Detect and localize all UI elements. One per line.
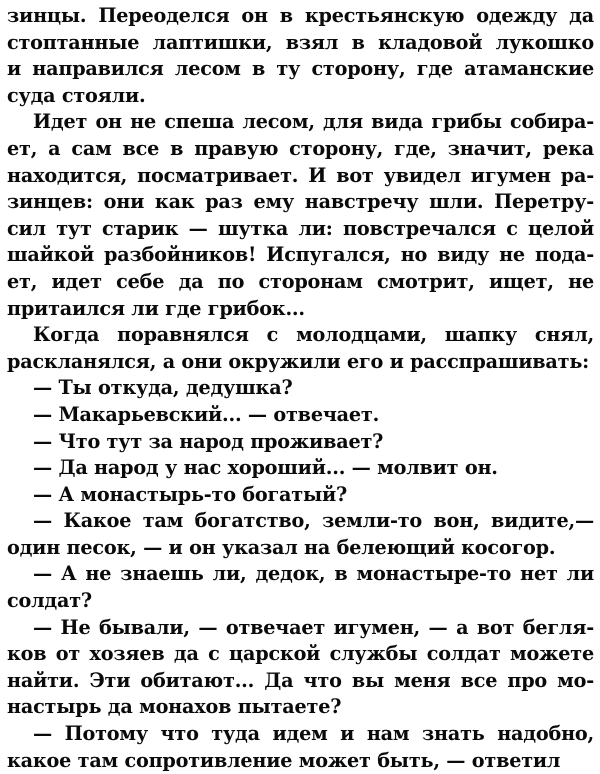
- text-line: и направился лесом в ту сторону, где атаманские: [7, 57, 594, 81]
- paragraph: [7, 561, 594, 614]
- text-line: находится, посматривает. И вот увидел игумен ра-: [7, 163, 594, 187]
- text-line: — Что тут за народ проживает?: [33, 429, 384, 453]
- text-line: ет, идет себе да по сторонам смотрит, ищет, не: [7, 269, 594, 293]
- text-line: раскланялся, а они окружили его и расспрашивать:: [7, 349, 590, 373]
- text-line: — А монастырь-то богатый?: [33, 482, 348, 506]
- paragraph: [7, 322, 594, 375]
- text-line: стоптанные лаптишки, взял в кладовой лукошко: [7, 30, 594, 54]
- text-line: найти. Эти обитают... Да что вы меня все про мо-: [7, 668, 594, 692]
- paragraph: [7, 721, 594, 774]
- text-line: — Да народ у нас хороший... — молвит он.: [33, 456, 498, 480]
- text-line: солдат?: [7, 589, 92, 613]
- text-line: — А не знаешь ли, дедок, в монастыре-то нет ли: [33, 562, 594, 586]
- text-line: притаился ли где грибок...: [7, 296, 305, 320]
- text-line: сил тут старик — шутка ли: повстречался с целой: [7, 216, 594, 240]
- paragraph: [7, 375, 594, 402]
- paragraph: [7, 615, 594, 721]
- text-line: — Макарьевский... — отвечает.: [33, 402, 380, 426]
- text-line: зинцы. Переоделся он в крестьянскую одежду да: [7, 4, 594, 27]
- paragraph: [7, 402, 594, 429]
- paragraph: [7, 508, 594, 561]
- text-line: какое там сопротивление может быть, — ответил: [7, 748, 561, 772]
- text-line: — Ты откуда, дедушка?: [33, 376, 293, 400]
- text-line: настырь да монахов пытаете?: [7, 695, 342, 719]
- text-line: — Потому что туда идем и нам знать надобно,: [33, 722, 594, 746]
- text-line: — Не бывали, — отвечает игумен, — а вот бегля-: [33, 615, 594, 639]
- paragraph: [7, 109, 594, 322]
- text-line: зинцев: они как раз ему навстречу шли. Перетру-: [7, 190, 594, 214]
- paragraph: [7, 429, 594, 456]
- text-line: суда стояли.: [7, 83, 146, 107]
- text-line: шайкой разбойников! Испугался, но виду не пода-: [7, 243, 594, 267]
- text-line: ков от хозяев да с царской службы солдат можете: [7, 642, 594, 666]
- text-line: ет, а сам все в правую сторону, где, значит, река: [7, 136, 594, 160]
- paragraph: [7, 482, 594, 509]
- text-line: Когда поравнялся с молодцами, шапку снял,: [33, 323, 594, 347]
- text-line: — Какое там богатство, земли-то вон, видите,—: [33, 509, 594, 533]
- text-line: Идет он не спеша лесом, для вида грибы собира-: [33, 110, 594, 134]
- paragraph: [7, 3, 594, 109]
- paragraph: [7, 455, 594, 482]
- text-line: один песок, — и он указал на белеющий косогор.: [7, 535, 556, 559]
